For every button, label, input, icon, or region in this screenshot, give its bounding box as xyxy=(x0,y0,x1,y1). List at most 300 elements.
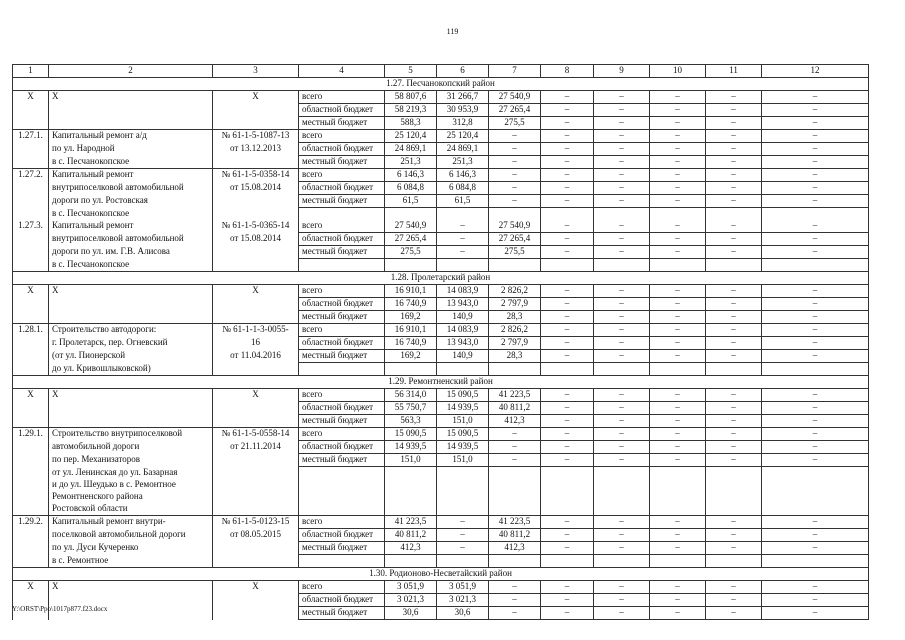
amount-cell xyxy=(385,555,437,568)
amount-cell: – xyxy=(650,324,706,337)
document-number: от 11.04.2016 xyxy=(213,350,299,363)
column-number-row xyxy=(13,65,869,78)
funding-source xyxy=(299,503,385,516)
object-name: Капитальный ремонт внутри- xyxy=(49,516,213,529)
document-number xyxy=(213,479,299,491)
amount-cell: – xyxy=(706,324,762,337)
amount-cell: 14 083,9 xyxy=(437,324,489,337)
amount-cell: – xyxy=(594,581,650,594)
amount-cell: 61,5 xyxy=(385,195,437,208)
amount-cell: – xyxy=(706,104,762,117)
amount-cell: 27 265,4 xyxy=(489,104,541,117)
amount-cell: 28,3 xyxy=(489,311,541,324)
document-number xyxy=(213,246,299,259)
amount-cell: 151,0 xyxy=(385,454,437,467)
amount-cell: – xyxy=(594,337,650,350)
amount-cell: – xyxy=(594,350,650,363)
table-row xyxy=(13,389,869,402)
amount-cell xyxy=(541,479,594,491)
amount-cell xyxy=(437,259,489,272)
table-row xyxy=(13,117,869,130)
funding-source xyxy=(299,555,385,568)
table-row xyxy=(13,607,869,620)
object-name xyxy=(49,104,213,117)
amount-cell: – xyxy=(706,581,762,594)
funding-source: всего xyxy=(299,516,385,529)
table-row xyxy=(13,208,869,221)
table-row xyxy=(13,195,869,208)
amount-cell: – xyxy=(762,529,869,542)
table-row xyxy=(13,143,869,156)
object-name: автомобильной дороги xyxy=(49,441,213,454)
amount-cell: 251,3 xyxy=(437,156,489,169)
table-row xyxy=(13,415,869,428)
object-name: внутрипоселковой автомобильной xyxy=(49,182,213,195)
amount-cell: – xyxy=(594,285,650,298)
amount-cell: 140,9 xyxy=(437,311,489,324)
amount-cell: 25 120,4 xyxy=(385,130,437,143)
document-number xyxy=(213,298,299,311)
amount-cell: – xyxy=(541,169,594,182)
district-section-row xyxy=(13,568,869,581)
row-number xyxy=(13,467,49,480)
amount-cell: – xyxy=(706,516,762,529)
amount-cell: 41 223,5 xyxy=(489,516,541,529)
amount-cell xyxy=(437,208,489,221)
amount-cell: – xyxy=(762,298,869,311)
amount-cell: – xyxy=(762,220,869,233)
amount-cell: – xyxy=(706,441,762,454)
table-row xyxy=(13,503,869,516)
table-row xyxy=(13,169,869,182)
amount-cell: – xyxy=(541,454,594,467)
amount-cell: 3 051,9 xyxy=(385,581,437,594)
amount-cell: – xyxy=(650,285,706,298)
amount-cell: – xyxy=(594,324,650,337)
amount-cell: – xyxy=(594,104,650,117)
amount-cell: – xyxy=(437,246,489,259)
amount-cell: 6 146,3 xyxy=(437,169,489,182)
amount-cell xyxy=(650,503,706,516)
table-row xyxy=(13,259,869,272)
amount-cell: 27 265,4 xyxy=(385,233,437,246)
amount-cell: – xyxy=(437,516,489,529)
amount-cell xyxy=(489,491,541,503)
amount-cell xyxy=(706,555,762,568)
amount-cell: – xyxy=(706,594,762,607)
amount-cell xyxy=(706,503,762,516)
object-name: X xyxy=(49,91,213,104)
amount-cell: – xyxy=(706,428,762,441)
amount-cell: – xyxy=(706,156,762,169)
object-name: Капитальный ремонт xyxy=(49,220,213,233)
district-section-row xyxy=(13,78,869,91)
amount-cell xyxy=(489,363,541,376)
amount-cell: – xyxy=(762,156,869,169)
amount-cell: – xyxy=(437,529,489,542)
table-row xyxy=(13,337,869,350)
amount-cell: – xyxy=(650,337,706,350)
amount-cell: 412,3 xyxy=(489,415,541,428)
amount-cell xyxy=(489,555,541,568)
amount-cell: – xyxy=(762,91,869,104)
amount-cell: 15 090,5 xyxy=(385,428,437,441)
row-number: 1.27.3. xyxy=(13,220,49,233)
amount-cell: 6 084,8 xyxy=(437,182,489,195)
amount-cell: – xyxy=(762,195,869,208)
amount-cell xyxy=(706,259,762,272)
file-path-footer: Y:\ORST\Ppo\1017p877.f23.docx xyxy=(12,605,108,613)
page-number: 119 xyxy=(446,27,459,36)
amount-cell: – xyxy=(541,91,594,104)
object-name xyxy=(49,402,213,415)
district-title: 1.29. Ремонтненский район xyxy=(13,376,869,389)
amount-cell xyxy=(762,503,869,516)
table-row xyxy=(13,529,869,542)
amount-cell: – xyxy=(541,607,594,620)
table-row xyxy=(13,324,869,337)
amount-cell: – xyxy=(706,607,762,620)
object-name: по ул. Дуси Кучеренко xyxy=(49,542,213,555)
row-number: X xyxy=(13,285,49,298)
table-row xyxy=(13,491,869,503)
amount-cell: – xyxy=(437,542,489,555)
amount-cell: 251,3 xyxy=(385,156,437,169)
amount-cell xyxy=(650,467,706,480)
amount-cell: – xyxy=(541,117,594,130)
amount-cell xyxy=(489,479,541,491)
amount-cell: – xyxy=(706,311,762,324)
funding-source: местный бюджет xyxy=(299,607,385,620)
funding-source xyxy=(299,467,385,480)
amount-cell: 40 811,2 xyxy=(385,529,437,542)
row-number xyxy=(13,350,49,363)
amount-cell: – xyxy=(650,542,706,555)
funding-source: всего xyxy=(299,285,385,298)
amount-cell: – xyxy=(541,324,594,337)
amount-cell: – xyxy=(706,143,762,156)
amount-cell: – xyxy=(594,220,650,233)
amount-cell: 2 797,9 xyxy=(489,298,541,311)
amount-cell: – xyxy=(594,182,650,195)
row-number xyxy=(13,402,49,415)
amount-cell: – xyxy=(762,104,869,117)
amount-cell xyxy=(594,208,650,221)
amount-cell xyxy=(594,491,650,503)
amount-cell: 169,2 xyxy=(385,311,437,324)
object-name: в с. Песчанокопское xyxy=(49,259,213,272)
amount-cell xyxy=(594,467,650,480)
amount-cell: 312,8 xyxy=(437,117,489,130)
document-number xyxy=(213,454,299,467)
row-number xyxy=(13,363,49,376)
column-number: 6 xyxy=(437,65,489,78)
object-name: по ул. Народной xyxy=(49,143,213,156)
amount-cell: – xyxy=(706,246,762,259)
amount-cell: – xyxy=(762,169,869,182)
amount-cell: – xyxy=(762,542,869,555)
funding-source: местный бюджет xyxy=(299,311,385,324)
amount-cell: – xyxy=(762,441,869,454)
amount-cell: 151,0 xyxy=(437,454,489,467)
amount-cell xyxy=(650,208,706,221)
object-name: дороги по ул. Ростовская xyxy=(49,195,213,208)
amount-cell: 412,3 xyxy=(489,542,541,555)
amount-cell xyxy=(385,467,437,480)
amount-cell: – xyxy=(650,350,706,363)
funding-source: областной бюджет xyxy=(299,337,385,350)
column-number: 4 xyxy=(299,65,385,78)
row-number xyxy=(13,208,49,221)
amount-cell: – xyxy=(706,415,762,428)
amount-cell: – xyxy=(650,169,706,182)
row-number: X xyxy=(13,389,49,402)
amount-cell: – xyxy=(762,389,869,402)
document-number xyxy=(213,363,299,376)
amount-cell xyxy=(385,491,437,503)
amount-cell: – xyxy=(650,143,706,156)
amount-cell xyxy=(650,363,706,376)
amount-cell xyxy=(437,503,489,516)
funding-source: всего xyxy=(299,324,385,337)
amount-cell: – xyxy=(594,607,650,620)
amount-cell: – xyxy=(650,246,706,259)
amount-cell xyxy=(594,363,650,376)
document-number: № 61-1-5-0123-15 xyxy=(213,516,299,529)
amount-cell xyxy=(541,555,594,568)
amount-cell: – xyxy=(762,324,869,337)
amount-cell: – xyxy=(706,454,762,467)
amount-cell xyxy=(762,208,869,221)
object-name: Строительство автодороги: xyxy=(49,324,213,337)
row-number: 1.28.1. xyxy=(13,324,49,337)
amount-cell: – xyxy=(650,389,706,402)
amount-cell: – xyxy=(706,285,762,298)
amount-cell: – xyxy=(650,233,706,246)
row-number xyxy=(13,259,49,272)
amount-cell: – xyxy=(594,389,650,402)
amount-cell: – xyxy=(594,441,650,454)
amount-cell: – xyxy=(650,91,706,104)
table-row xyxy=(13,594,869,607)
amount-cell: – xyxy=(706,169,762,182)
row-number xyxy=(13,454,49,467)
amount-cell: – xyxy=(594,195,650,208)
amount-cell: – xyxy=(762,415,869,428)
amount-cell: 30 953,9 xyxy=(437,104,489,117)
amount-cell: – xyxy=(762,337,869,350)
document-number xyxy=(213,594,299,607)
document-number xyxy=(213,208,299,221)
table-row xyxy=(13,233,869,246)
object-name: от ул. Ленинская до ул. Базарная xyxy=(49,467,213,480)
table-row xyxy=(13,542,869,555)
amount-cell: 31 266,7 xyxy=(437,91,489,104)
amount-cell: 151,0 xyxy=(437,415,489,428)
amount-cell: – xyxy=(594,169,650,182)
amount-cell: 27 540,9 xyxy=(489,91,541,104)
amount-cell: – xyxy=(762,311,869,324)
amount-cell: – xyxy=(594,594,650,607)
budget-table xyxy=(12,64,869,620)
amount-cell: – xyxy=(541,415,594,428)
funding-source: местный бюджет xyxy=(299,350,385,363)
funding-source: областной бюджет xyxy=(299,104,385,117)
amount-cell: 16 740,9 xyxy=(385,298,437,311)
district-title: 1.28. Пролетарский район xyxy=(13,272,869,285)
amount-cell xyxy=(594,479,650,491)
object-name xyxy=(49,311,213,324)
amount-cell: – xyxy=(541,389,594,402)
amount-cell: – xyxy=(594,454,650,467)
amount-cell: – xyxy=(650,195,706,208)
document-number xyxy=(213,467,299,480)
amount-cell: – xyxy=(762,233,869,246)
district-section-row xyxy=(13,376,869,389)
table-row xyxy=(13,441,869,454)
amount-cell: – xyxy=(650,402,706,415)
amount-cell: – xyxy=(489,428,541,441)
document-number xyxy=(213,503,299,516)
document-number xyxy=(213,555,299,568)
amount-cell: – xyxy=(489,454,541,467)
amount-cell: 13 943,0 xyxy=(437,298,489,311)
amount-cell: – xyxy=(489,130,541,143)
row-number xyxy=(13,337,49,350)
table-row xyxy=(13,298,869,311)
column-number: 3 xyxy=(213,65,299,78)
table-row xyxy=(13,555,869,568)
amount-cell xyxy=(650,479,706,491)
amount-cell: – xyxy=(541,441,594,454)
row-number: 1.27.1. xyxy=(13,130,49,143)
amount-cell: – xyxy=(541,298,594,311)
object-name: в с. Песчанокопское xyxy=(49,156,213,169)
amount-cell: – xyxy=(706,220,762,233)
row-number: X xyxy=(13,581,49,594)
amount-cell xyxy=(437,491,489,503)
row-number xyxy=(13,503,49,516)
table-row xyxy=(13,156,869,169)
document-number: X xyxy=(213,389,299,402)
amount-cell: – xyxy=(650,607,706,620)
column-number: 9 xyxy=(594,65,650,78)
funding-source: всего xyxy=(299,581,385,594)
district-title: 1.30. Родионово-Несветайский район xyxy=(13,568,869,581)
amount-cell xyxy=(437,363,489,376)
table-row xyxy=(13,363,869,376)
amount-cell: – xyxy=(650,298,706,311)
amount-cell: – xyxy=(594,130,650,143)
amount-cell xyxy=(489,259,541,272)
amount-cell: – xyxy=(594,542,650,555)
amount-cell xyxy=(762,555,869,568)
document-number: X xyxy=(213,285,299,298)
amount-cell xyxy=(385,479,437,491)
amount-cell: – xyxy=(594,311,650,324)
amount-cell: 24 869,1 xyxy=(437,143,489,156)
object-name: г. Пролетарск, пер. Огневский xyxy=(49,337,213,350)
amount-cell: – xyxy=(706,117,762,130)
object-name: X xyxy=(49,389,213,402)
amount-cell: – xyxy=(541,350,594,363)
amount-cell: – xyxy=(594,91,650,104)
document-number xyxy=(213,402,299,415)
document-number: № 61-1-1-3-0055- xyxy=(213,324,299,337)
object-name: Строительство внутрипоселковой xyxy=(49,428,213,441)
row-number xyxy=(13,117,49,130)
object-name xyxy=(49,298,213,311)
column-number: 12 xyxy=(762,65,869,78)
column-number: 10 xyxy=(650,65,706,78)
column-number: 1 xyxy=(13,65,49,78)
amount-cell: – xyxy=(650,311,706,324)
table-row xyxy=(13,454,869,467)
amount-cell: 16 910,1 xyxy=(385,285,437,298)
amount-cell: 15 090,5 xyxy=(437,428,489,441)
funding-source: областной бюджет xyxy=(299,594,385,607)
amount-cell: – xyxy=(650,441,706,454)
amount-cell xyxy=(385,503,437,516)
row-number xyxy=(13,529,49,542)
object-name: (от ул. Пионерской xyxy=(49,350,213,363)
amount-cell: 25 120,4 xyxy=(437,130,489,143)
amount-cell: 14 939,5 xyxy=(437,441,489,454)
amount-cell xyxy=(594,259,650,272)
amount-cell: – xyxy=(706,182,762,195)
document-number xyxy=(213,607,299,620)
object-name: по пер. Механизаторов xyxy=(49,454,213,467)
amount-cell: 3 021,3 xyxy=(437,594,489,607)
row-number xyxy=(13,479,49,491)
amount-cell: – xyxy=(650,117,706,130)
amount-cell: – xyxy=(762,607,869,620)
document-number xyxy=(213,195,299,208)
amount-cell: 2 826,2 xyxy=(489,285,541,298)
document-number: от 21.11.2014 xyxy=(213,441,299,454)
row-number: 1.29.2. xyxy=(13,516,49,529)
amount-cell: – xyxy=(541,594,594,607)
table-row xyxy=(13,182,869,195)
object-name: X xyxy=(49,581,213,594)
amount-cell xyxy=(762,479,869,491)
amount-cell: – xyxy=(594,298,650,311)
amount-cell: – xyxy=(650,156,706,169)
amount-cell: – xyxy=(594,428,650,441)
amount-cell: – xyxy=(706,529,762,542)
amount-cell: – xyxy=(706,542,762,555)
amount-cell: – xyxy=(762,402,869,415)
row-number xyxy=(13,195,49,208)
funding-source: местный бюджет xyxy=(299,454,385,467)
amount-cell: – xyxy=(489,143,541,156)
amount-cell: 24 869,1 xyxy=(385,143,437,156)
amount-cell xyxy=(762,363,869,376)
amount-cell xyxy=(706,479,762,491)
amount-cell: 27 540,9 xyxy=(489,220,541,233)
amount-cell: – xyxy=(489,581,541,594)
amount-cell: – xyxy=(541,143,594,156)
document-number: № 61-1-5-0365-14 xyxy=(213,220,299,233)
amount-cell: 28,3 xyxy=(489,350,541,363)
row-number xyxy=(13,246,49,259)
amount-cell: – xyxy=(594,246,650,259)
row-number xyxy=(13,233,49,246)
object-name xyxy=(49,415,213,428)
document-number: 16 xyxy=(213,337,299,350)
amount-cell xyxy=(541,491,594,503)
document-number xyxy=(213,415,299,428)
